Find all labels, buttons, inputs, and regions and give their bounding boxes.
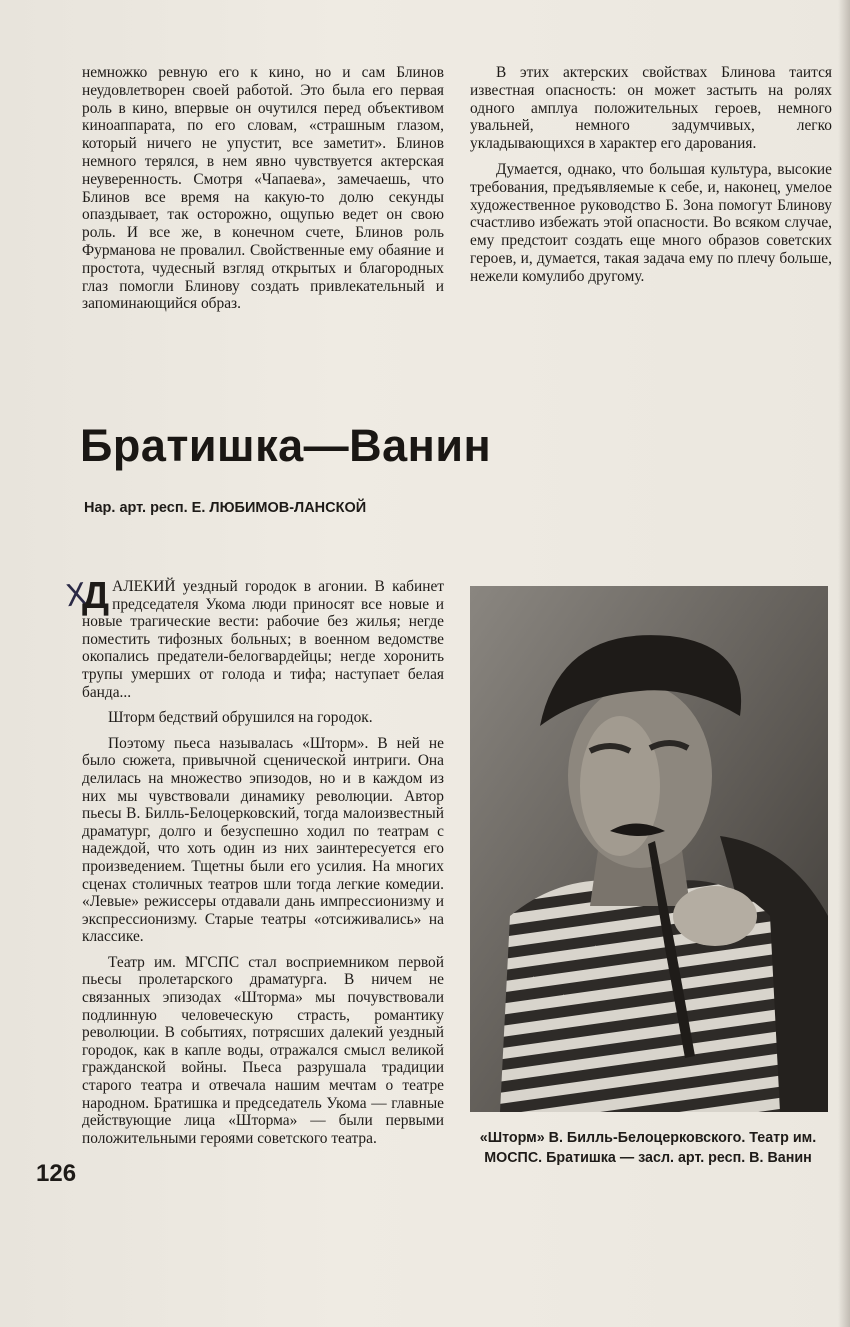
article-paragraph: Поэтому пьеса называлась «Шторм». В ней не было сюжета, привычной сценической интриги. Она делилась на множество эпизодов, но и в каждом из них мы чувствовали динамику революции. Автор пьесы В. Билль-Белоцерковский, тогда малоизвестный драматург, долго и безуспешно ходил по театрам с надеждой, что хоть один из них заинтересуется его произведением. Тщетны были его усилия. На многих сценах столичных театров шли тогда легкие комедии. «Левые» режиссеры отдавали дань импрессионизму и экспрессионизму. Старые театры «отсиживались» на классике. <box>82 734 444 946</box>
drop-cap: Д <box>82 575 110 617</box>
top-left-paragraph: немножко ревную его к кино, но и сам Блинов неудовлетворен своей работой. Это была его первая роль в кино, впервые он очутился перед объективом киноаппарата, по его словам, «страшным глазом, который ничего не упустит, все заметит». Блинов немного терялся, в нем явно чувствуется актерская неуверенность. Смотря «Чапаева», замечаешь, что Блинов все время на какую-то долю секунды опаздывает, так осторожно, ощупью ведет он свою роль. И все же, в конечном счете, Блинов роль Фурманова не провалил. Свойственные ему обаяние и простота, чудесный взгляд открытых и благородных глаз помогли Блинову создать привлекательный и запоминающийся образ. <box>82 64 444 313</box>
article-paragraph: Театр им. МГСПС стал восприемником первой пьесы пролетарского драматурга. В ничем не связанных эпизодах «Шторма» мы почувствовали подлинную человеческую страсть, романтику революции. В событиях, потрясших далекий уездный городок, как в капле воды, отражался смысл великой гражданской войны. Пьеса разрушала традиции старого театра и отвечала нашим мечтам о театре народном. Братишка и председатель Укома — главные действующие лица «Шторма» — были первыми положительными героями советского театра. <box>82 953 444 1147</box>
article-body <box>82 575 444 1147</box>
article-lead-paragraph <box>82 575 444 701</box>
article-paragraph: Шторм бедствий обрушился на городок. <box>108 709 373 727</box>
top-right-column <box>470 64 832 286</box>
top-left-column <box>82 64 444 313</box>
top-right-paragraph: Думается, однако, что большая культура, высокие требования, предъявляемые к себе, и, наконец, умелое художественное руководство Б. Зона помогут Блинову счастливо избежать этой опасности. Во всяком случае, ему предстоит создать еще много образов советских героев, и, думается, такая задача ему по плечу больше, нежели комулибо другому. <box>470 160 832 285</box>
article-title: Братишка—Ванин <box>80 420 492 471</box>
lead-text: АЛЕКИЙ уездный городок в агонии. В кабинет председателя Укома люди приносят все новые и новые трагические вести: рабочие без жилья; негде поместить тифозных больных; в военном ведомстве окопались предатели-белогвардейцы; негде хоронить трупы умерших от голода и тифа; наступает белая банда... <box>82 578 444 701</box>
photo-caption: «Шторм» В. Билль-Белоцерковского. Театр им. МОСПС. Братишка — засл. арт. респ. В. Ванин <box>479 1130 817 1166</box>
page-edge-shadow <box>838 0 850 1327</box>
actor-portrait-image <box>470 586 828 1112</box>
article-byline: Нар. арт. респ. Е. ЛЮБИМОВ-ЛАНСКОЙ <box>84 500 367 516</box>
page-number: 126 <box>36 1160 77 1187</box>
handwritten-margin-mark: Х <box>63 576 89 615</box>
top-right-paragraph: В этих актерских свойствах Блинова таится известная опасность: он может застыть на ролях одного амплуа положительных героев, немного увальней, немного задумчивых, легко укладывающихся в характер его дарования. <box>470 64 832 153</box>
actor-photo <box>470 586 828 1112</box>
